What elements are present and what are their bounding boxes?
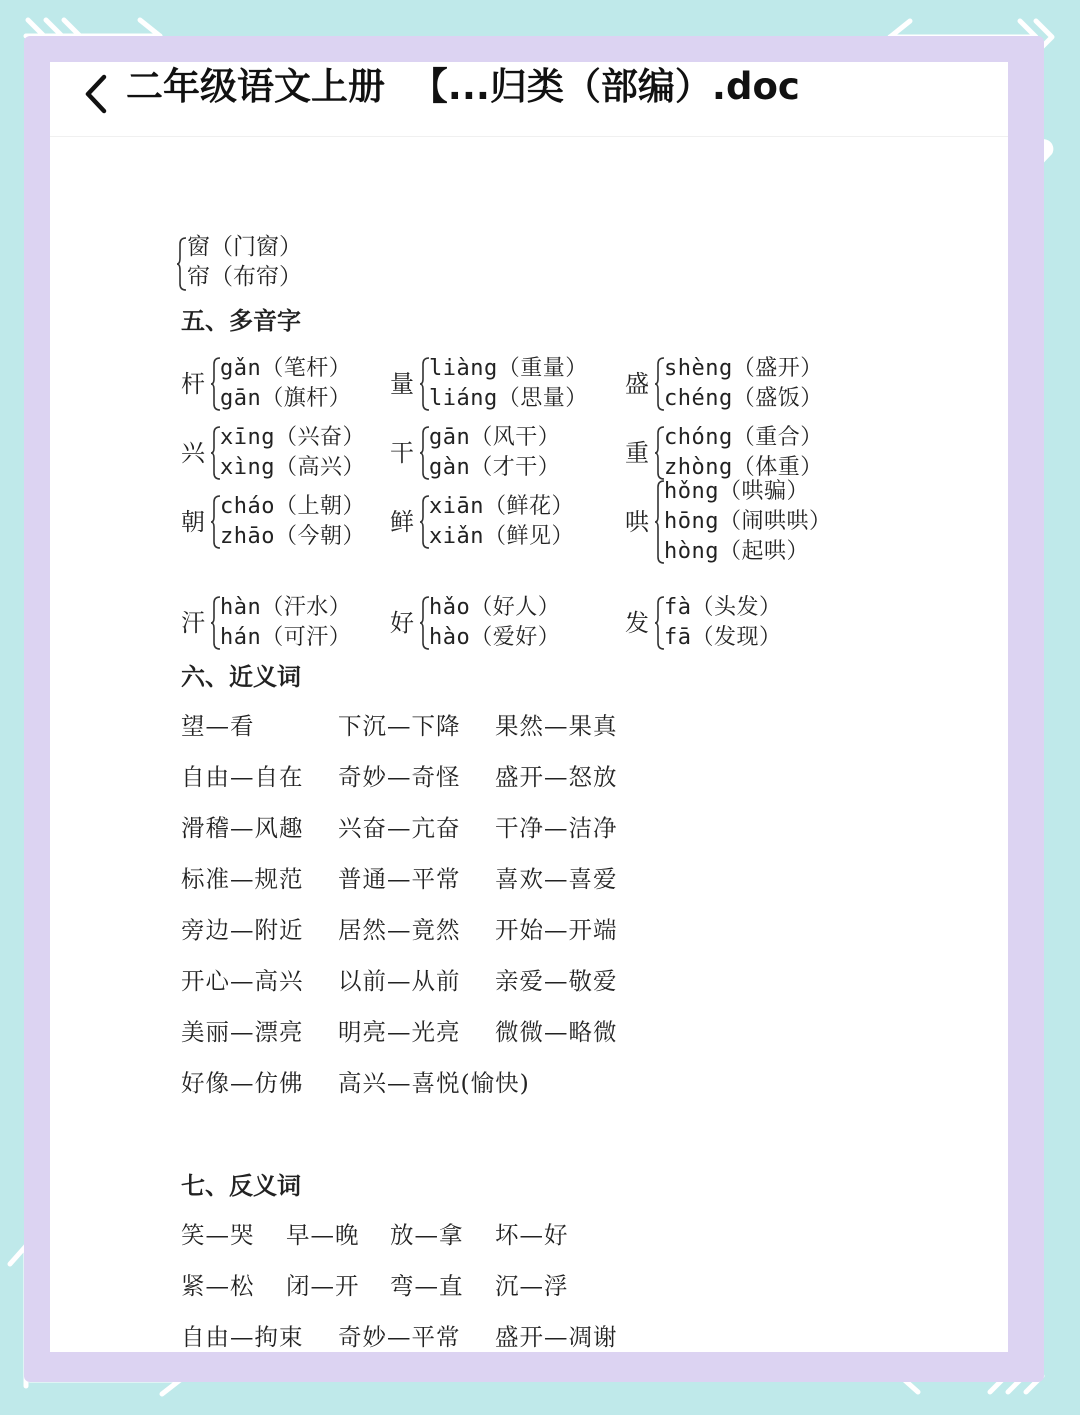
antonym-pair: 闭—开 xyxy=(286,1272,360,1300)
reading-line xyxy=(429,423,560,453)
word: （哄骗） xyxy=(718,479,809,504)
polyphonic-char: 重 xyxy=(625,439,649,467)
reading-line xyxy=(220,453,365,483)
synonym-pair: 喜欢—喜爱 xyxy=(495,865,618,893)
synonym-pair: 美丽—漂亮 xyxy=(181,1018,304,1046)
word-pair-line xyxy=(187,262,302,292)
word: （布帘） xyxy=(210,264,302,290)
word: （发现） xyxy=(691,625,782,650)
word: （体重） xyxy=(732,455,823,480)
synonym-pair: 兴奋—亢奋 xyxy=(338,814,461,842)
section-heading-antonyms: 七、反义词 xyxy=(181,1172,301,1200)
reading-line xyxy=(429,384,588,414)
word: （可汗） xyxy=(261,625,352,650)
section-heading-polyphonic: 五、多音字 xyxy=(181,307,301,335)
synonym-pair: 望—看 xyxy=(181,712,255,740)
char: 帘 xyxy=(187,264,210,290)
pinyin: zhòng xyxy=(664,455,733,480)
polyphonic-char: 汗 xyxy=(181,609,205,637)
word: （重量） xyxy=(497,356,588,381)
antonym-pair: 紧—松 xyxy=(181,1272,255,1300)
polyphonic-char: 鲜 xyxy=(390,508,414,536)
pinyin: cháo xyxy=(220,494,275,519)
back-button[interactable] xyxy=(76,68,116,120)
reading-line xyxy=(220,623,351,653)
pinyin: xiǎn xyxy=(429,524,484,549)
synonym-pair: 好像—仿佛 xyxy=(181,1069,304,1097)
synonym-pair: 亲爱—敬爱 xyxy=(495,967,618,995)
document-content xyxy=(50,62,1008,1352)
pinyin: xiān xyxy=(429,494,484,519)
word: （今朝） xyxy=(274,524,365,549)
synonym-pair: 果然—果真 xyxy=(495,712,618,740)
polyphonic-char: 杆 xyxy=(181,370,205,398)
polyphonic-char: 兴 xyxy=(181,439,205,467)
polyphonic-char: 发 xyxy=(625,609,649,637)
pinyin: hǒng xyxy=(664,479,719,504)
title-bar xyxy=(50,62,1008,137)
reading-line xyxy=(220,354,351,384)
antonym-pair: 放—拿 xyxy=(390,1221,464,1249)
pinyin: liáng xyxy=(429,386,498,411)
pinyin: gàn xyxy=(429,455,471,480)
pinyin: hào xyxy=(429,625,471,650)
reading-line xyxy=(664,623,782,653)
document-page xyxy=(50,62,1008,1352)
word: （高兴） xyxy=(274,455,365,480)
antonym-pair: 早—晚 xyxy=(286,1221,360,1249)
reading-line xyxy=(429,492,574,522)
antonym-pair: 弯—直 xyxy=(390,1272,464,1300)
synonym-pair: 下沉—下降 xyxy=(338,712,461,740)
word: （盛开） xyxy=(732,356,823,381)
chevron-left-icon xyxy=(82,73,110,115)
word: （门窗） xyxy=(210,234,302,260)
pinyin: hán xyxy=(220,625,262,650)
synonym-pair: 开始—开端 xyxy=(495,916,618,944)
polyphonic-char: 干 xyxy=(390,439,414,467)
reading-line xyxy=(664,537,809,567)
antonym-pair: 盛开—凋谢 xyxy=(495,1323,618,1351)
reading-line xyxy=(429,453,560,483)
synonym-pair: 标准—规范 xyxy=(181,865,304,893)
reading-line xyxy=(664,593,782,623)
polyphonic-char: 朝 xyxy=(181,508,205,536)
word: （重合） xyxy=(732,425,823,450)
synonym-pair: 以前—从前 xyxy=(338,967,461,995)
reading-line xyxy=(429,623,560,653)
pinyin: gān xyxy=(220,386,262,411)
antonym-pair: 奇妙—平常 xyxy=(338,1323,461,1351)
reading-line xyxy=(664,384,823,414)
pinyin: gān xyxy=(429,425,471,450)
word: （思量） xyxy=(497,386,588,411)
word: （爱好） xyxy=(470,625,561,650)
word: （起哄） xyxy=(718,539,809,564)
polyphonic-char: 盛 xyxy=(625,370,649,398)
brace xyxy=(177,236,187,292)
synonym-pair: 自由—自在 xyxy=(181,763,304,791)
word: （闹哄哄） xyxy=(718,509,832,534)
pinyin: fà xyxy=(664,595,692,620)
document-title: 二年级语文上册 【...归类（部编）.doc xyxy=(126,65,800,108)
word: （盛饭） xyxy=(732,386,823,411)
reading-line xyxy=(429,354,588,384)
char: 窗 xyxy=(187,234,210,260)
word: （上朝） xyxy=(274,494,365,519)
synonym-pair: 奇妙—奇怪 xyxy=(338,763,461,791)
antonym-pair: 沉—浮 xyxy=(495,1272,569,1300)
word: （鲜见） xyxy=(483,524,574,549)
pinyin: shèng xyxy=(664,356,733,381)
pinyin: hàn xyxy=(220,595,262,620)
synonym-pair: 明亮—光亮 xyxy=(338,1018,461,1046)
word: （汗水） xyxy=(261,595,352,620)
pinyin: chéng xyxy=(664,386,733,411)
section-heading-synonyms: 六、近义词 xyxy=(181,663,301,691)
synonym-pair: 旁边—附近 xyxy=(181,916,304,944)
word: （风干） xyxy=(470,425,561,450)
reading-line xyxy=(429,522,574,552)
reading-line xyxy=(664,423,823,453)
word-pair-line xyxy=(187,232,302,262)
synonym-pair: 滑稽—风趣 xyxy=(181,814,304,842)
antonym-pair: 自由—拘束 xyxy=(181,1323,304,1351)
reading-line xyxy=(429,593,560,623)
reading-line xyxy=(220,384,351,414)
pinyin: xīng xyxy=(220,425,275,450)
synonym-pair: 盛开—怒放 xyxy=(495,763,618,791)
reading-line xyxy=(664,354,823,384)
reading-line xyxy=(220,492,365,522)
pinyin: zhāo xyxy=(220,524,275,549)
word: （头发） xyxy=(691,595,782,620)
polyphonic-char: 量 xyxy=(390,370,414,398)
pinyin: liàng xyxy=(429,356,498,381)
synonym-pair: 干净—洁净 xyxy=(495,814,618,842)
pinyin: fā xyxy=(664,625,692,650)
pinyin: hǎo xyxy=(429,595,471,620)
reading-line xyxy=(664,477,809,507)
reading-line xyxy=(220,522,365,552)
polyphonic-char: 哄 xyxy=(625,508,649,536)
word: （笔杆） xyxy=(261,356,352,381)
pinyin: gǎn xyxy=(220,356,262,381)
pinyin: hòng xyxy=(664,539,719,564)
word: （才干） xyxy=(470,455,561,480)
antonym-pair: 笑—哭 xyxy=(181,1221,255,1249)
reading-line xyxy=(664,507,832,537)
pinyin: hōng xyxy=(664,509,719,534)
pinyin: chóng xyxy=(664,425,733,450)
antonym-pair: 坏—好 xyxy=(495,1221,569,1249)
reading-line xyxy=(220,593,351,623)
polyphonic-char: 好 xyxy=(390,609,414,637)
synonym-pair: 普通—平常 xyxy=(338,865,461,893)
word: （好人） xyxy=(470,595,561,620)
synonym-pair: 高兴—喜悦(愉快) xyxy=(338,1069,530,1097)
synonym-pair: 开心—高兴 xyxy=(181,967,304,995)
word: （鲜花） xyxy=(483,494,574,519)
word: （旗杆） xyxy=(261,386,352,411)
reading-line xyxy=(220,423,365,453)
pinyin: xìng xyxy=(220,455,275,480)
synonym-pair: 居然—竟然 xyxy=(338,916,461,944)
word: （兴奋） xyxy=(274,425,365,450)
synonym-pair: 微微—略微 xyxy=(495,1018,618,1046)
